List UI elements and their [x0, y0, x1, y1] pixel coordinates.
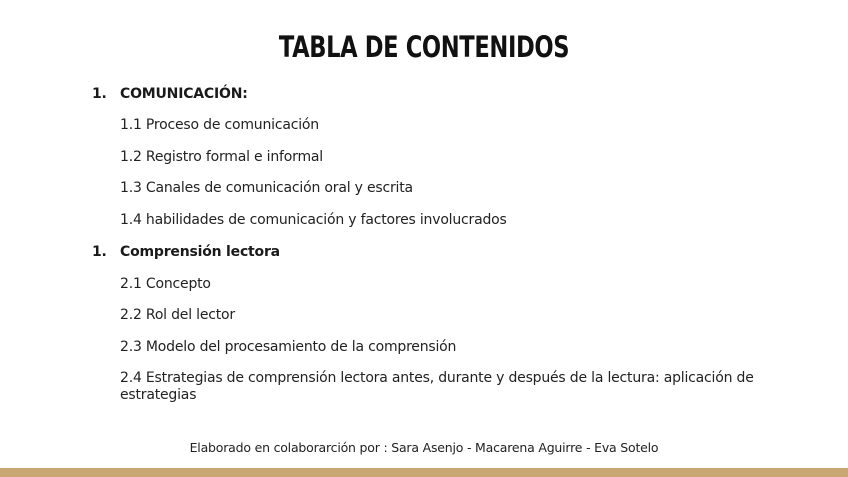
section-title: Comprensión lectora [120, 244, 280, 260]
toc-item: 1.2 Registro formal e informal [120, 149, 323, 165]
section-number: 1. [92, 86, 107, 102]
toc-item: 2.2 Rol del lector [120, 307, 235, 323]
section-heading-comunicacion [92, 86, 248, 102]
toc-item: 2.3 Modelo del procesamiento de la comprensión [120, 339, 457, 355]
accent-bar [0, 468, 848, 477]
section-title: COMUNICACIÓN: [120, 86, 248, 102]
toc-item: 2.1 Concepto [120, 276, 211, 292]
section-heading-comprension [92, 244, 280, 260]
footer-credits: Elaborado en colaborarción por : Sara Asenjo - Macarena Aguirre - Eva Sotelo [189, 440, 659, 455]
toc-item: 2.4 Estrategias de comprensión lectora antes, durante y después de la lectura: aplicación de estrategias [120, 370, 754, 403]
toc-item: 1.3 Canales de comunicación oral y escrita [120, 180, 413, 196]
section-number: 1. [92, 244, 107, 260]
page-title: TABLA DE CONTENIDOS [278, 30, 570, 64]
toc-item: 1.1 Proceso de comunicación [120, 117, 319, 133]
toc-item: 1.4 habilidades de comunicación y factores involucrados [120, 212, 507, 228]
